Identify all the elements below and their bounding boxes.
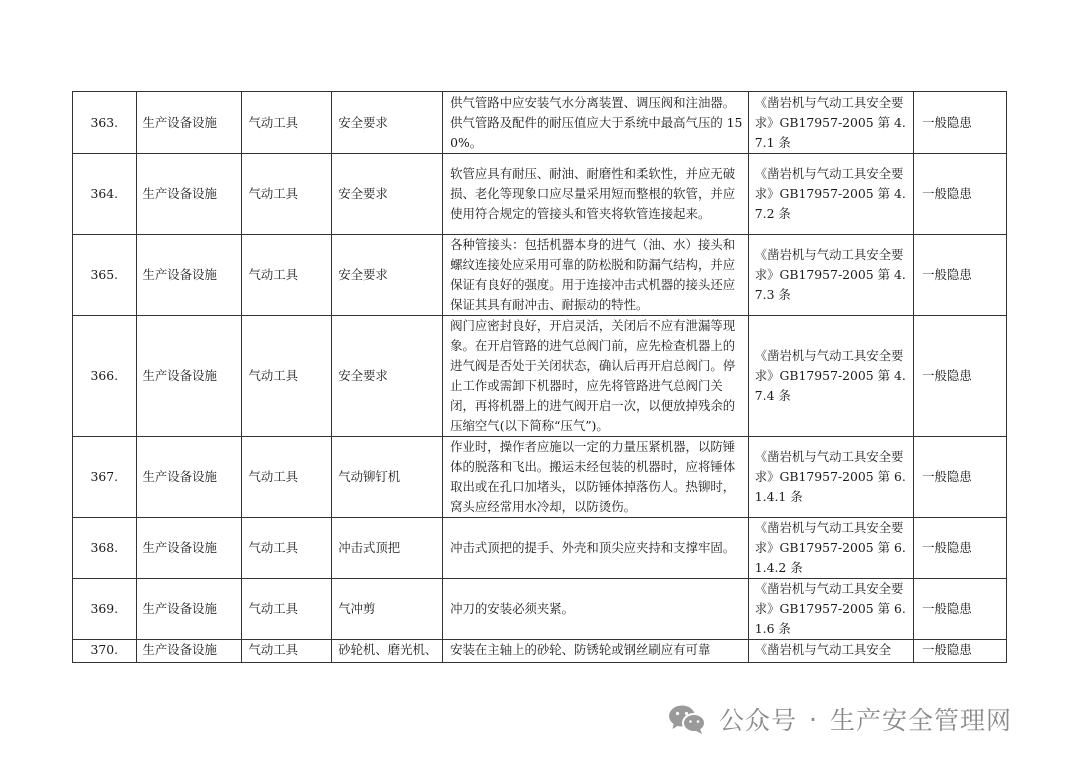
level-cell: 一般隐患 bbox=[914, 640, 1007, 663]
category-cell: 生产设备设施 bbox=[136, 316, 242, 437]
watermark-name: 生产安全管理网 bbox=[829, 706, 1012, 735]
level-cell: 一般隐患 bbox=[914, 154, 1007, 235]
hazard-table bbox=[72, 91, 1007, 663]
table-row bbox=[73, 316, 1007, 437]
category-cell: 生产设备设施 bbox=[136, 579, 242, 640]
level-cell: 一般隐患 bbox=[914, 518, 1007, 579]
level-cell: 一般隐患 bbox=[914, 316, 1007, 437]
subcategory-cell: 气动工具 bbox=[242, 640, 332, 663]
basis-cell: 《凿岩机与气动工具安全要求》GB17957-2005 第 6.1.6 条 bbox=[748, 579, 913, 640]
content-cell: 各种管接头：包括机器本身的进气（油、水）接头和螺纹连接处应采用可靠的防松脱和防漏气结构，并应保证有良好的强度。用于连接冲击式机器的接头还应保证其具有耐冲击、耐振动的特性。 bbox=[443, 235, 749, 316]
content-cell: 软管应具有耐压、耐油、耐磨性和柔软性，并应无破损、老化等现象口应尽量采用短而整根的软管，并应使用符合规定的管接头和管夹将软管连接起来。 bbox=[443, 154, 749, 235]
basis-cell: 《凿岩机与气动工具安全要求》GB17957-2005 第 6.1.4.2 条 bbox=[748, 518, 913, 579]
category-cell: 生产设备设施 bbox=[136, 640, 242, 663]
content-cell: 安装在主轴上的砂轮、防锈轮或钢丝刷应有可靠 bbox=[443, 640, 749, 663]
content-cell: 冲刀的安装必须夹紧。 bbox=[443, 579, 749, 640]
content-cell: 作业时，操作者应施以一定的力量压紧机器，以防锤体的脱落和飞出。搬运未经包装的机器时，应将锤体取出或在孔口加堵头，以防锤体掉落伤人。热铆时，窝头应经常用水冷却，以防烫伤。 bbox=[443, 437, 749, 518]
item-cell: 安全要求 bbox=[332, 316, 443, 437]
basis-cell: 《凿岩机与气动工具安全要求》GB17957-2005 第 4.7.3 条 bbox=[748, 235, 913, 316]
watermark-prefix: 公众号 bbox=[719, 706, 798, 735]
level-cell: 一般隐患 bbox=[914, 92, 1007, 154]
category-cell: 生产设备设施 bbox=[136, 437, 242, 518]
table-row bbox=[73, 579, 1007, 640]
item-cell: 冲击式顶把 bbox=[332, 518, 443, 579]
item-cell: 安全要求 bbox=[332, 92, 443, 154]
row-number: 365. bbox=[73, 235, 137, 316]
wechat-icon bbox=[667, 703, 707, 735]
table-row bbox=[73, 154, 1007, 235]
subcategory-cell: 气动工具 bbox=[242, 316, 332, 437]
content-cell: 阀门应密封良好，开启灵活，关闭后不应有泄漏等现象。在开启管路的进气总阀门前，应先检查机器上的进气阀是否处于关闭状态，确认后再开启总阀门。停止工作或需卸下机器时，应先将管路进气总阀门关闭，再将机器上的进气阀开启一次，以便放掉残余的压缩空气(以下简称“压气”)。 bbox=[443, 316, 749, 437]
subcategory-cell: 气动工具 bbox=[242, 235, 332, 316]
row-number: 363. bbox=[73, 92, 137, 154]
basis-cell: 《凿岩机与气动工具安全要求》GB17957-2005 第 4.7.4 条 bbox=[748, 316, 913, 437]
category-cell: 生产设备设施 bbox=[136, 518, 242, 579]
subcategory-cell: 气动工具 bbox=[242, 579, 332, 640]
table-row bbox=[73, 437, 1007, 518]
content-cell: 供气管路中应安装气水分离装置、调压阀和注油器。供气管路及配件的耐压值应大于系统中最高气压的 150%。 bbox=[443, 92, 749, 154]
category-cell: 生产设备设施 bbox=[136, 235, 242, 316]
item-cell: 气冲剪 bbox=[332, 579, 443, 640]
item-cell: 砂轮机、磨光机、 bbox=[332, 640, 443, 663]
table-row bbox=[73, 92, 1007, 154]
item-cell: 气动铆钉机 bbox=[332, 437, 443, 518]
row-number: 368. bbox=[73, 518, 137, 579]
content-cell: 冲击式顶把的提手、外壳和顶尖应夹持和支撑牢固。 bbox=[443, 518, 749, 579]
category-cell: 生产设备设施 bbox=[136, 154, 242, 235]
table-row bbox=[73, 640, 1007, 663]
level-cell: 一般隐患 bbox=[914, 437, 1007, 518]
level-cell: 一般隐患 bbox=[914, 579, 1007, 640]
row-number: 370. bbox=[73, 640, 137, 663]
row-number: 367. bbox=[73, 437, 137, 518]
table-row bbox=[73, 518, 1007, 579]
item-cell: 安全要求 bbox=[332, 154, 443, 235]
subcategory-cell: 气动工具 bbox=[242, 92, 332, 154]
basis-cell: 《凿岩机与气动工具安全要求》GB17957-2005 第 4.7.1 条 bbox=[748, 92, 913, 154]
basis-cell: 《凿岩机与气动工具安全 bbox=[748, 640, 913, 663]
subcategory-cell: 气动工具 bbox=[242, 437, 332, 518]
row-number: 366. bbox=[73, 316, 137, 437]
category-cell: 生产设备设施 bbox=[136, 92, 242, 154]
table-row bbox=[73, 235, 1007, 316]
item-cell: 安全要求 bbox=[332, 235, 443, 316]
level-cell: 一般隐患 bbox=[914, 235, 1007, 316]
subcategory-cell: 气动工具 bbox=[242, 518, 332, 579]
watermark bbox=[667, 699, 1012, 739]
basis-cell: 《凿岩机与气动工具安全要求》GB17957-2005 第 6.1.4.1 条 bbox=[748, 437, 913, 518]
row-number: 364. bbox=[73, 154, 137, 235]
basis-cell: 《凿岩机与气动工具安全要求》GB17957-2005 第 4.7.2 条 bbox=[748, 154, 913, 235]
watermark-separator: · bbox=[809, 704, 818, 734]
row-number: 369. bbox=[73, 579, 137, 640]
subcategory-cell: 气动工具 bbox=[242, 154, 332, 235]
